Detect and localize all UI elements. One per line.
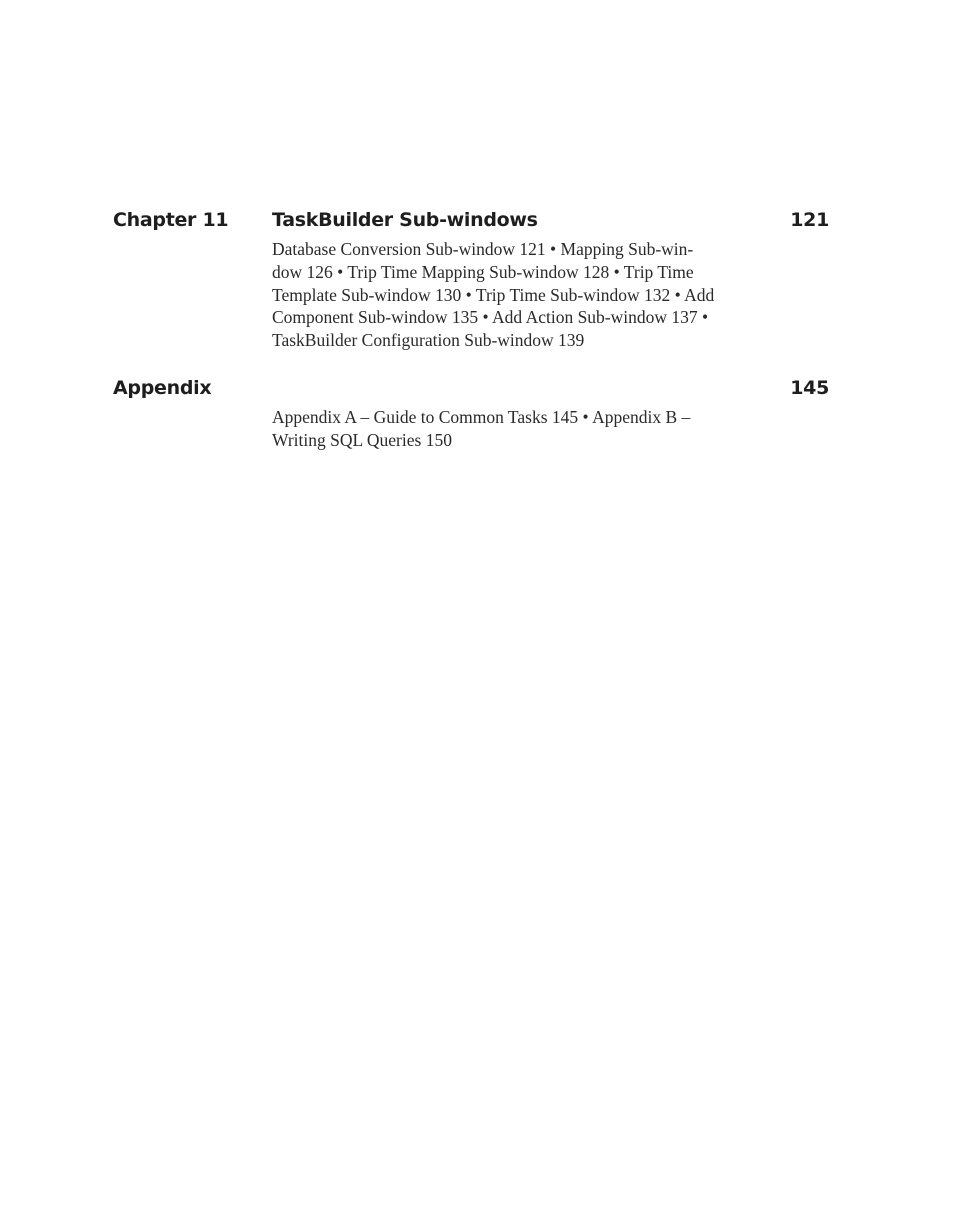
table-of-contents (113, 206, 829, 474)
section-list-line: Component Sub-window 135 • Add Action Sub-window 137 • (272, 307, 709, 328)
chapter-label: Chapter 11 (113, 209, 229, 231)
toc-entry-appendix (113, 374, 829, 452)
section-list-line: Database Conversion Sub-window 121 • Mapping Sub-win- (272, 239, 694, 259)
chapter-title: TaskBuilder Sub-windows (272, 209, 538, 231)
appendix-label: Appendix (113, 376, 212, 399)
section-list-line: Appendix A – Guide to Common Tasks 145 • Appendix B – (272, 406, 691, 427)
chapter-page-number: 121 (790, 209, 829, 231)
section-list-line: dow 126 • Trip Time Mapping Sub-window 128 • Trip Time (272, 261, 694, 282)
appendix-section-list (272, 406, 750, 452)
section-list-line: TaskBuilder Configuration Sub-window 139 (272, 330, 585, 351)
toc-entry-header (113, 374, 829, 404)
toc-entry-header (113, 206, 829, 236)
appendix-page-number: 145 (790, 376, 829, 399)
section-list-line: Template Sub-window 130 • Trip Time Sub-window 132 • Add (272, 284, 715, 305)
section-list-line: Writing SQL Queries 150 (272, 429, 452, 450)
chapter-section-list (272, 238, 750, 352)
toc-entry-chapter-11 (113, 206, 829, 352)
